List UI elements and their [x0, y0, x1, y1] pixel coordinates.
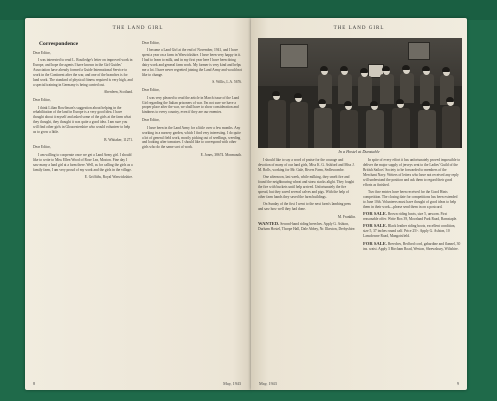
- ad-body: Second-hand riding breeches. Apply G. Ashton, Durham Hostel, Thorpe Hall, Dale Abbey, Nr. Ilkeston, Derbyshire.: [258, 221, 356, 231]
- letter-body: I became a Land Girl at the end of November, 1941, and I have spent a year on a farm in Warwickshire. I have been very happy in it. I had to learn to milk, and in my first year here I have been doing dairy work and general farm work. My farmer is very kind and helps me a lot. I have never regretted joining the Land Army and would not like to change.: [142, 48, 242, 77]
- ad-lead: FOR SALE.: [363, 240, 387, 246]
- photo-caption: In a Hostel at Dunstable: [338, 149, 380, 154]
- section-heading: Correspondence: [39, 41, 79, 47]
- letter-signature: E. Griffiths, Royal Warwickshire.: [84, 174, 133, 179]
- letter-salutation: Dear Editor,: [142, 118, 160, 123]
- letter-salutation: Dear Editor,: [33, 50, 51, 55]
- classified-ad: [363, 212, 461, 222]
- letter-body: I am willing to cooperate once we get a Land Army girl. I should like to write to Miss Ellen Wood of Rose Lea, Moston. Fine day I saw many a land girl at a farm there. Well, as for calling the girls as a family farm, I am very proud of my work and the girls in the village.: [33, 152, 133, 172]
- ad-lead: FOR SALE.: [363, 223, 387, 229]
- ad-body: Black leather riding boots, excellent condition, size 5, 37 inches round calf. Price 25/-. Apply G. Ashton, 10 Lansdowne Road, Mangotsfield.: [363, 224, 456, 239]
- letter-body: I was interested to read L. Routledge's letter on improved work in Europe, and hope the agents I have known in the Girl Guides' Association have already formed a Guide International Service to work in the Continent after the war, and one of the branches is for land work. The standard of physical fitness required is very high, and a special training in Germany is being carried out.: [33, 58, 133, 87]
- classified-ad: [363, 224, 461, 239]
- ad-body: Brown riding boots, size 5, unworn. First reasonable offer. Write Box 39, Moorland Park Road, Barnstaple.: [363, 212, 458, 221]
- ad-lead: WANTED.: [258, 220, 280, 226]
- letter-signature: Aberdeen, Scotland.: [103, 90, 133, 95]
- right-column-2: [363, 158, 461, 254]
- ad-body: Breeches, Bedford cord, gabardine and flannel, 30 ins. waist. Apply 3 Bircham Road, Weston, Shrewsbury, Wiltshire.: [363, 241, 461, 251]
- desk-background: [0, 0, 497, 20]
- footer-date: May, 1943: [223, 381, 241, 386]
- letter-salutation: Dear Editor,: [33, 98, 51, 103]
- page-number: 8: [33, 381, 36, 386]
- right-page: [251, 18, 467, 390]
- running-head: THE LAND GIRL: [333, 26, 385, 31]
- article-signature: M. Franklin.: [337, 214, 356, 219]
- letter-signature: E. Jones, 38674. Monmouth.: [200, 152, 242, 157]
- article-paragraph: I should like to say a word of praise for the courage and devotion of many of our land girls, Miss K. G. Ashford and Miss J. M. Rolls, working for Mr. Gale, Rivers Farm, Sedlescombe.: [258, 158, 355, 172]
- page-number: 9: [456, 381, 459, 386]
- article-paragraph: One afternoon, last week, while milking, they smelt fire and found the neighbouring wheat and straw stacks alight. They fought the fire with buckets until help arrived. Unfortunately the fire spread, but they saved several calves and pigs. With the help of other farm hands they saved the farm buildings.: [258, 175, 355, 199]
- notice-paragraph: In spite of every effort it has unfortunately proved impossible to deliver the major supply of jerseys sent to the Ladies' Guild of the British Sailors' Society to be forwarded to members of the Merchant Navy. Writers of letters who have not received any reply will understand the position and ask them to regard their good efforts as finished.: [363, 158, 461, 187]
- left-column-2: [142, 38, 242, 160]
- letter-salutation: Dear Editor,: [142, 41, 160, 45]
- right-column-1: [258, 158, 356, 234]
- letter-signature: S. Willis, L.A. 5676.: [212, 80, 242, 85]
- left-column-1: [33, 38, 133, 182]
- classified-ad: [363, 242, 461, 252]
- hostel-photograph: [258, 38, 462, 148]
- letter-body: I was very pleased to read the article in March issue of the Land Girl regarding the Italian prisoners of war. I'm not sure we have a proper place after the war, we shall have to show consideration and kindness to every country, even if they are our enemies.: [142, 95, 240, 115]
- footer-date: May, 1943: [259, 381, 277, 386]
- letter-signature: B. Whitaker, 11271.: [104, 137, 133, 142]
- letter-salutation: Dear Editor,: [33, 145, 51, 150]
- article-paragraph: On Sunday of the first I went to the next farm's lambing pens and saw how well they had done.: [258, 202, 351, 212]
- running-head: THE LAND GIRL: [112, 26, 164, 31]
- classified-ad: [258, 222, 356, 232]
- ad-lead: FOR SALE.: [363, 211, 387, 217]
- letter-body: I think Lilian Rowlinson's suggestion about helping in the rehabilitation of the land in Europe is a very good idea. I have thought about it myself and asked some of the girls at the farm what they thought, they thought it was quite a good idea. I am sure you will find other girls in Gloucestershire who would volunteer to help us to grow a little.: [33, 105, 131, 135]
- left-page: [25, 18, 251, 390]
- letter-salutation: Dear Editor,: [142, 88, 160, 93]
- letter-body: I have been in the Land Army for a little over a few months. Any working in a nursery garden, which I find very interesting. I do quite a lot of general field work, mostly picking out of seedlings, weeding and looking after tomatoes. I should like to correspond with other girls who do the same sort of work.: [142, 125, 241, 150]
- notice-paragraph: Two fine entries have been received for the Good Hints competition. The closing date for competitions has been extended to June 10th. Volunteers must have thought of good ideas to help them in their work—please send them in on a postcard.: [363, 189, 458, 209]
